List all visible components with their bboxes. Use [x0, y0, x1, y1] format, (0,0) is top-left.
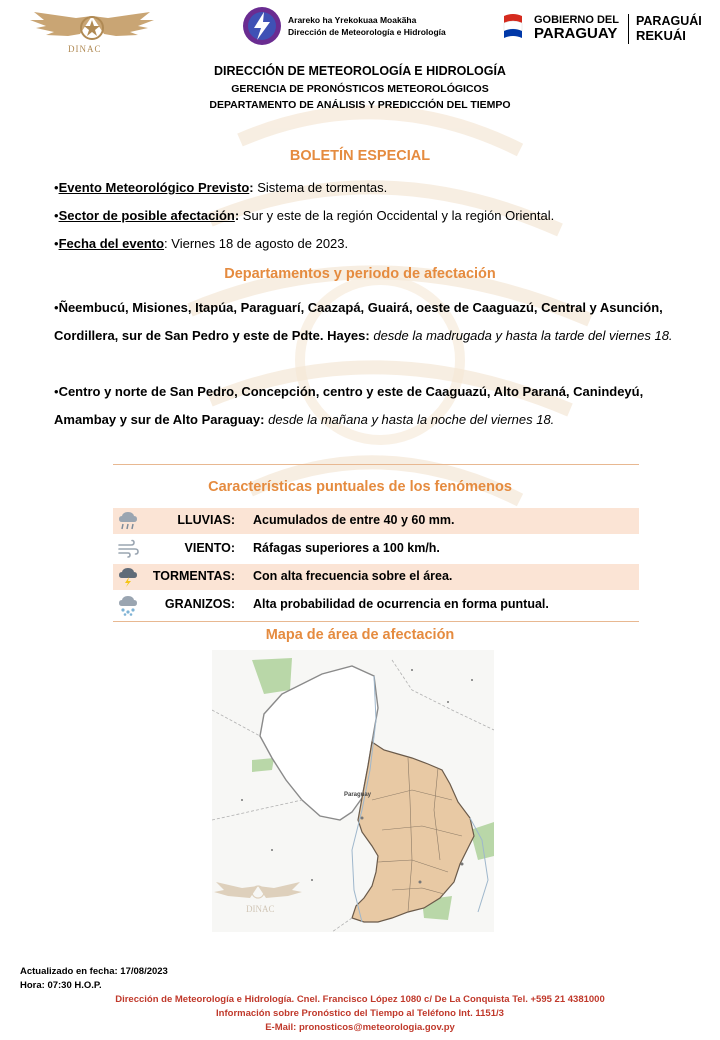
footer-address: Dirección de Meteorología e Hidrología. Cnel. Francisco López 1080 c/ De La Conquista Tel. +595 21 4381000 [115, 994, 605, 1005]
footer-time: Hora: 07:30 H.O.P. [20, 980, 102, 991]
sector-value: Sur y este de la región Occidental y la región Oriental. [239, 208, 555, 223]
map-title: Mapa de área de afectación [265, 627, 455, 643]
footer-info: Información sobre Pronóstico del Tiempo al Teléfono Int. 1151/3 [216, 1008, 504, 1019]
dmh-logo-text [288, 14, 446, 38]
rain-label: LLUVIAS: [177, 513, 235, 527]
gov-right-1: PARAGUÁI [636, 14, 702, 28]
wind-value: Ráfagas superiores a 100 km/h. [253, 541, 440, 555]
group-1-period: desde la madrugada y hasta la tarde del viernes 18. [369, 328, 673, 343]
group-2-period: desde la mañana y hasta la noche del viernes 18. [264, 412, 555, 427]
gov-line-2: PARAGUAY [534, 25, 618, 42]
dmh-logo-icon [242, 6, 282, 46]
departments-title: Departamentos y periodo de afectación [224, 266, 496, 282]
org-subtitle-1: GERENCIA DE PRONÓSTICOS METEOROLÓGICOS [231, 83, 489, 95]
gov-right-2: REKUÁI [636, 28, 686, 43]
wind-label: VIENTO: [184, 541, 235, 555]
phenomenon-row-storm [113, 564, 639, 590]
date-label: Fecha del evento [58, 236, 165, 251]
storm-value: Con alta frecuencia sobre el área. [253, 569, 453, 583]
gov-separator [628, 14, 629, 44]
storm-label: TORMENTAS: [152, 569, 235, 583]
phenomena-title: Características puntuales de los fenómenos [208, 479, 512, 495]
departments-group-1: •Ñeembucú, Misiones, Itapúa, Paraguarí, Caazapá, Guairá, oeste de Caaguazú, Central y Asunción, Cordillera, sur de San Pedro y este de Pdte. Hayes: desde la madrugada y hasta la tarde del viernes 18. [54, 300, 673, 343]
dmh-line-2: Dirección de Meteorología e Hidrología [288, 27, 446, 37]
rain-value: Acumulados de entre 40 y 60 mm. [253, 513, 455, 527]
org-subtitle-2: DEPARTAMENTO DE ANÁLISIS Y PREDICCIÓN DEL TIEMPO [209, 99, 511, 111]
sector-line: •Sector de posible afectación: Sur y este de la región Occidental y la región Oriental. [54, 208, 555, 223]
footer-updated: Actualizado en fecha: 17/08/2023 [20, 966, 168, 977]
affected-area-map [212, 650, 494, 932]
bulletin-title: BOLETÍN ESPECIAL [289, 148, 431, 164]
date-value: Viernes 18 de agosto de 2023. [167, 236, 349, 251]
dinac-logo-text: DINAC [68, 44, 102, 54]
hail-label: GRANIZOS: [164, 597, 235, 611]
event-value: Sistema de tormentas. [253, 180, 388, 195]
date-line: •Fecha del evento: Viernes 18 de agosto de 2023. [54, 236, 349, 251]
hail-value: Alta probabilidad de ocurrencia en forma puntual. [253, 597, 549, 611]
footer-email: E-Mail: pronosticos@meteorologia.gov.py [265, 1022, 455, 1033]
map-country-label: Paraguay [344, 792, 372, 798]
event-line: •Evento Meteorológico Previsto: Sistema de tormentas. [54, 180, 388, 195]
departments-group-2: •Centro y norte de San Pedro, Concepción, centro y este de Caaguazú, Alto Paraná, Canindeyú, Amambay y sur de Alto Paraguay: desde la mañana y hasta la noche del viernes 18. [54, 384, 644, 427]
sector-label: Sector de posible afectación [58, 208, 235, 223]
paraguay-flag-icon [500, 14, 526, 42]
group-1-places: Ñeembucú, Misiones, Itapúa, Paraguarí, Caazapá, Guairá, oeste de Caaguazú, Central y Asunción, Cordillera, sur de San Pedro y este de Pdte. Hayes: [54, 300, 663, 343]
map-watermark-text: DINAC [246, 904, 275, 914]
gov-line-1: GOBIERNO DEL [534, 14, 619, 26]
phenomenon-row-rain [113, 508, 639, 534]
phenomenon-row-hail [113, 592, 639, 618]
group-2-places: Centro y norte de San Pedro, Concepción, centro y este de Caaguazú, Alto Paraná, Canindeyú, Amambay y sur de Alto Paraguay: [54, 384, 644, 427]
table-divider [113, 621, 639, 622]
dmh-line-1: Arareko ha Yrekokuaa Moakãha [288, 15, 417, 25]
phenomenon-row-wind [113, 536, 639, 562]
org-title: DIRECCIÓN DE METEOROLOGÍA E HIDROLOGÍA [214, 64, 506, 78]
event-label: Evento Meteorológico Previsto [58, 180, 250, 195]
section-divider [113, 464, 639, 465]
